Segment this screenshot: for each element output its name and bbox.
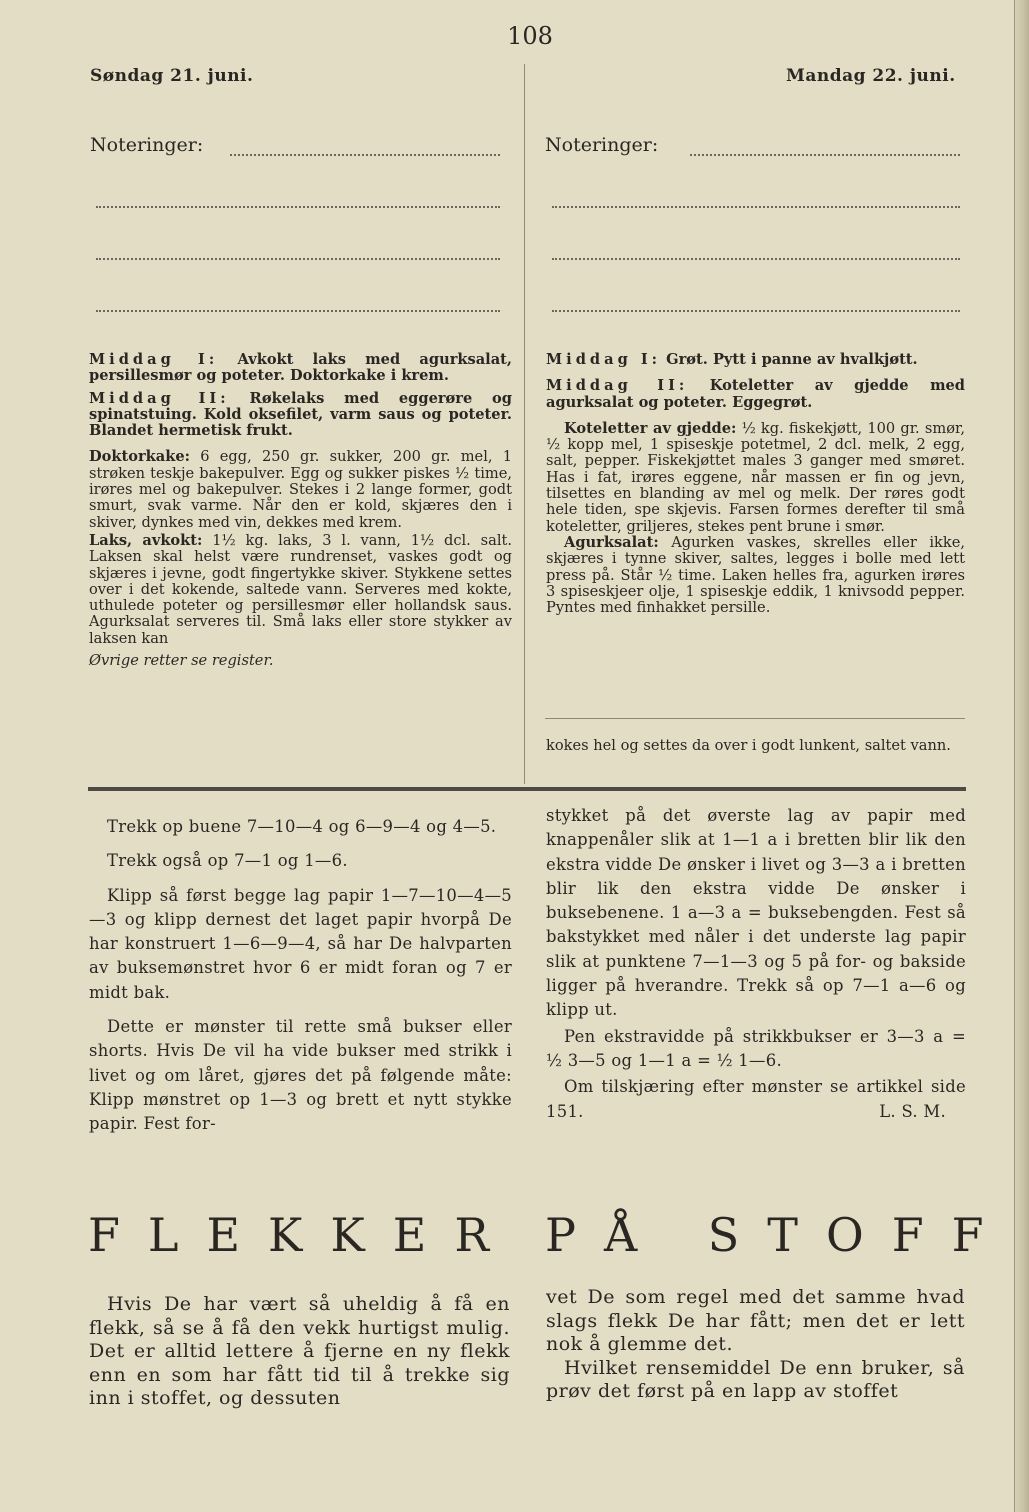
pattern-reference-text: Om tilskjæring efter mønster se artikkel side 151. (546, 1077, 966, 1121)
right-dinner-1 (546, 352, 965, 368)
right-dinner-1-label: Middag I: (546, 351, 662, 368)
recipe-doktorkake (89, 449, 512, 530)
left-dinner-2-text: Røkelaks med eggerøre og spinatstuing. Kold oksefilet, varm saus og poteter. Blandet hermetisk frukt. (89, 389, 512, 440)
section-divider (88, 787, 966, 791)
pattern-reference (546, 1075, 966, 1124)
right-day-heading: Mandag 22. juni. (786, 66, 956, 86)
right-dinner-2 (546, 378, 965, 411)
article-left-column (89, 1293, 510, 1411)
pattern-right-column (546, 804, 966, 1134)
recipe-agurksalat (546, 535, 965, 616)
pattern-extra-width: Pen ekstravidde på strikkbukser er 3—3 a = ½ 3—5 og 1—1 a = ½ 1—6. (546, 1026, 966, 1070)
right-notes-line-4 (552, 310, 960, 312)
article-paragraph-2: vet De som regel med det samme hvad slags flekk De har fått; men det er lett nok å glemme det. (546, 1286, 965, 1355)
laks-continuation-text: kokes hel og settes da over i godt lunkent, saltet vann. (546, 737, 951, 754)
left-notes-line-2 (96, 206, 500, 208)
article-paragraph-3: Hvilket rensemiddel De enn bruker, så prøv det først på en lapp av stoffet (546, 1356, 965, 1402)
article-title-right: PÅ STOFF (545, 1208, 1012, 1262)
right-notes-line-3 (552, 258, 960, 260)
recipe-agurksalat-text: Agurken vaskes, skrelles eller ikke, skjæres i tynne skiver, saltes, legges i bolle med lett press på. Står ½ time. Laken helles fra, agurken irøres 3 spiseskjeer olje, 1 spiseskje eddik, 1 knivsodd pepper. Pyntes med finhakket persille. (546, 533, 966, 617)
left-recipe-column (89, 352, 512, 675)
recipe-laks-text: 1½ kg. laks, 3 l. vann, 1½ dcl. salt. Laksen skal helst være rundrenset, vaskes godt og skjæres i jevne, godt fingertykke skiver. Stykkene settes over i det kokende, saltede vann. Serveres med kokte, uthulede poteter og persillesmør eller hollandsk saus. Agurksalat serveres til. Små laks eller store stykker av laksen kan (89, 531, 513, 647)
recipe-koteletter-text: ½ kg. fiskekjøtt, 100 gr. smør, ½ kopp mel, 1 spiseskje potetmel, 2 dcl. melk, 2 egg, salt, pepper. Fiskekjøttet males 3 ganger med smøret. Has i fat, irøres eggene, når massen er fin og jevn, tilsettes en blanding av mel og melk. Der røres godt hele tiden, spe skjevis. Farsen formes derefter til små koteletter, griljeres, stekes pent brune i smør. (546, 419, 965, 535)
register-reference: Øvrige retter se register. (89, 652, 274, 670)
left-notes-label: Noteringer: (90, 134, 204, 156)
right-dinner-2-text: Koteletter av gjedde med agurksalat og poteter. Eggegrøt. (546, 377, 965, 411)
article-title-left: FLEKKER (88, 1208, 517, 1262)
pattern-step-2: Trekk også op 7—1 og 1—6. (107, 851, 348, 871)
pattern-step-1: Trekk op buene 7—10—4 og 6—9—4 og 4—5. (107, 817, 497, 836)
right-dinner-2-label: Middag II: (546, 377, 689, 395)
article-paragraph-1: Hvis De har vært så uheldig å få en flekk, så se å få den vekk hurtigst mulig. Det er alltid lettere å fjerne en ny flekk enn en som har fått tid til å trekke sig inn i stoffet, og dessuten (89, 1293, 510, 1409)
pattern-step-4: Dette er mønster til rette små bukser eller shorts. Hvis De vil ha vide bukser med strikk i livet og om låret, gjøres det på følgende måte: Klipp mønstret op 1—3 og brett et nytt stykke papir. Fest for- (89, 1017, 512, 1134)
right-notes-label: Noteringer: (545, 134, 659, 156)
column-divider (524, 64, 525, 784)
recipe-laks (89, 533, 512, 647)
recipe-koteletter-title: Koteletter av gjedde: (564, 419, 737, 437)
left-dinner-1-text: Avkokt laks med agurksalat, persillesmør og poteter. Doktorkake i krem. (89, 351, 512, 385)
laks-continuation (546, 738, 965, 760)
left-day-heading: Søndag 21. juni. (90, 66, 254, 86)
right-dinner-1-text: Grøt. Pytt i panne av hvalkjøtt. (666, 351, 918, 368)
right-notes-line-2 (552, 206, 960, 208)
left-notes-line-4 (96, 310, 500, 312)
left-dinner-2-label: Middag II: (89, 389, 230, 407)
page-edge-line (1014, 0, 1015, 1512)
recipe-agurksalat-title: Agurksalat: (564, 533, 659, 551)
pattern-step-3: Klipp så først begge lag papir 1—7—10—4—5—3 og klipp dernest det laget papir hvorpå De har konstruert 1—6—9—4, så har De halvparten av buksemønstret hvor 6 er midt foran og 7 er midt bak. (89, 885, 512, 1002)
right-recipe-column (546, 352, 965, 622)
left-dinner-1-label: Middag I: (89, 351, 219, 368)
left-dinner-1 (89, 352, 512, 385)
article-right-column (546, 1286, 965, 1404)
left-notes-line-1 (230, 154, 500, 156)
page-number: 108 (507, 22, 553, 50)
page-edge (1015, 0, 1029, 1512)
left-dinner-2 (89, 391, 512, 440)
left-notes-line-3 (96, 258, 500, 260)
right-notes-line-1 (690, 154, 960, 156)
recipe-laks-title: Laks, avkokt: (89, 531, 203, 549)
pattern-left-column (89, 815, 512, 1147)
recipe-koteletter (546, 421, 965, 535)
author-signature: L. S. M. (879, 1101, 946, 1121)
recipe-doktorkake-title: Doktorkake: (89, 448, 191, 466)
pattern-step-5: stykket på det øverste lag av papir med knappenåler slik at 1—1 a i bretten blir lik den ekstra vidde De ønsker i livet og 3—3 a i bretten blir lik den ekstra vidde De ønsker i buksebenene. 1 a—3 a = buksebengden. Fest så bakstykket med nåler i det underste lag papir slik at punktene 7—1—3 og 5 på for- og bakside ligger på hverandre. Trekk så op 7—1 a—6 og klipp ut. (546, 806, 966, 1020)
recipe-doktorkake-text: 6 egg, 250 gr. sukker, 200 gr. mel, 1 strøken teskje bakepulver. Egg og sukker piskes ½ time, irøres mel og bakepulver. Stekes i 2 lange former, godt smurt, svak varme. Når den er kold, skjæres den i skiver, dynkes med vin, dekkes med krem. (89, 448, 513, 531)
column-separator-rule (545, 718, 965, 719)
